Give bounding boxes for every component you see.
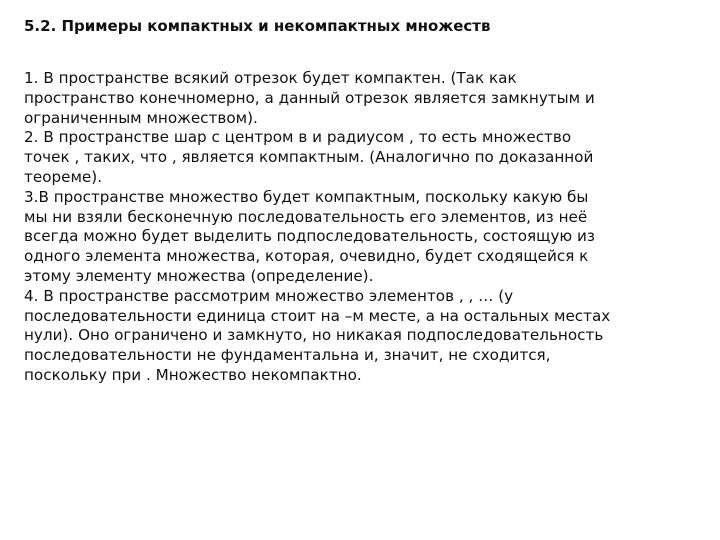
- text-line: 3.В пространстве множество будет компактным, поскольку какую бы: [24, 187, 589, 206]
- text-line: ограниченным множеством).: [24, 108, 258, 127]
- text-line: всегда можно будет выделить подпоследовательность, состоящую из: [24, 227, 595, 246]
- text-line: 4. В пространстве рассмотрим множество элементов , , … (у: [24, 286, 514, 305]
- slide-body: [24, 69, 708, 386]
- paragraph-3: [24, 188, 708, 287]
- text-line: 2. В пространстве шар с центром в и радиусом , то есть множество: [24, 128, 572, 147]
- text-line: пространство конечномерно, а данный отрезок является замкнутым и: [24, 88, 595, 107]
- text-line: точек , таких, что , является компактным. (Аналогично по доказанной: [24, 148, 594, 167]
- paragraph-1: [24, 69, 708, 128]
- text-line: одного элемента множества, которая, очевидно, будет сходящейся к: [24, 247, 589, 266]
- paragraph-4: [24, 287, 708, 386]
- text-line: теореме).: [24, 167, 103, 186]
- text-line: мы ни взяли бесконечную последовательность его элементов, из неё: [24, 207, 588, 226]
- slide-title: 5.2. Примеры компактных и некомпактных множеств: [24, 17, 491, 35]
- text-line: поскольку при . Множество некомпактно.: [24, 365, 362, 384]
- text-line: последовательности единица стоит на –м месте, а на остальных местах: [24, 306, 611, 325]
- paragraph-2: [24, 128, 708, 187]
- text-line: последовательности не фундаментальна и, значит, не сходится,: [24, 346, 551, 365]
- text-line: 1. В пространстве всякий отрезок будет компактен. (Так как: [24, 69, 517, 87]
- text-line: этому элементу множества (определение).: [24, 266, 374, 285]
- text-line: нули). Оно ограничено и замкнуто, но никакая подпоследовательность: [24, 326, 604, 345]
